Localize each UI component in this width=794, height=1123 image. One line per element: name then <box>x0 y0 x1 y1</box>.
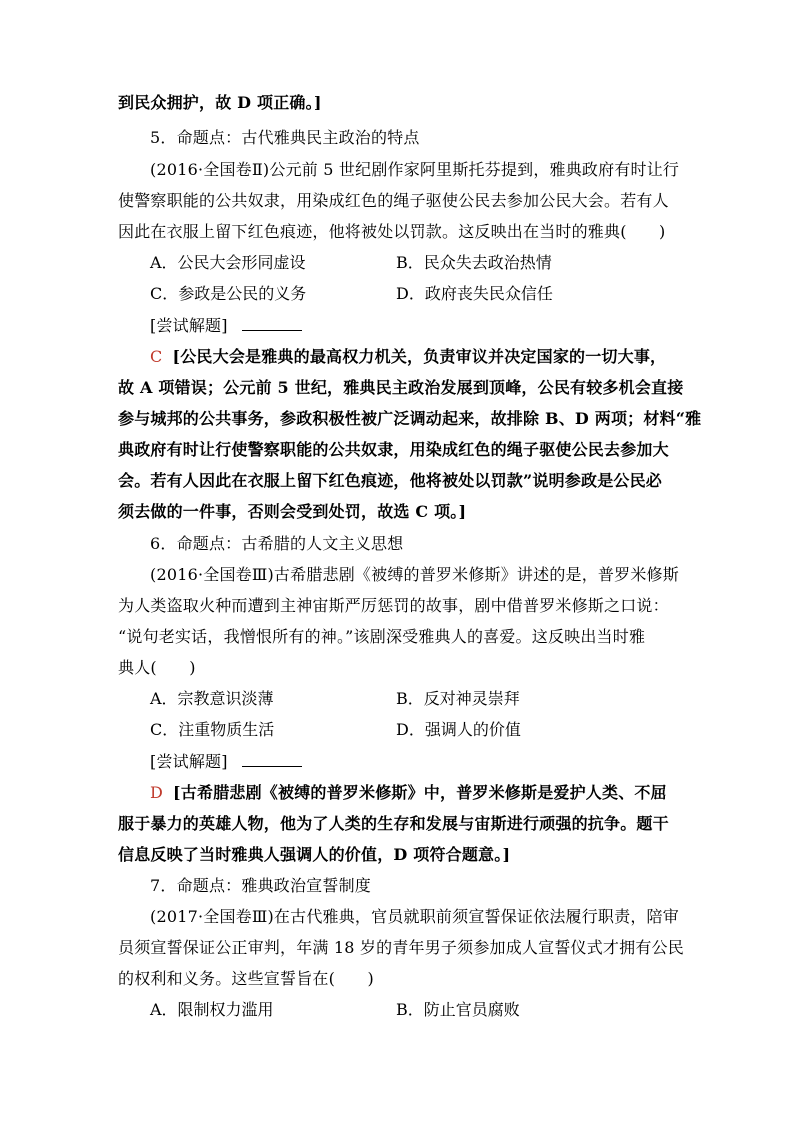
q6-option-c: C．注重物质生活 <box>150 720 275 739</box>
q6-stem-line: “说句老实话，我憎恨所有的神。”该剧深受雅典人的喜爱。这反映出当时雅 <box>118 627 646 646</box>
q5-stem-line: 因此在衣服上留下红色痕迹，他将被处以罚款。这反映出在当时的雅典( ) <box>118 222 666 241</box>
q5-option-a: A．公民大会形同虚设 <box>150 253 306 272</box>
q5-stem-line: 使警察职能的公共奴隶，用染成红色的绳子驱使公民去参加公民大会。若有人 <box>118 191 669 210</box>
q7-title: 7．命题点：雅典政治宣誓制度 <box>150 876 371 895</box>
q6-stem-line: (2016·全国卷Ⅲ)古希腊悲剧《被缚的普罗米修斯》讲述的是，普罗米修斯 <box>150 565 679 584</box>
q6-explanation-line: 服于暴力的英雄人物，他为了人类的生存和发展与宙斯进行顽强的抗争。题干 <box>118 814 669 833</box>
q5-stem-line: (2016·全国卷Ⅱ)公元前 5 世纪剧作家阿里斯托芬提到，雅典政府有时让行 <box>150 160 680 179</box>
q6-explanation-line <box>150 783 710 803</box>
q5-answer-letter: C <box>150 347 163 366</box>
q6-answer-letter: D <box>150 783 164 802</box>
q7-option-b: B．防止官员腐败 <box>396 1000 520 1019</box>
q7-stem-line: (2017·全国卷Ⅲ)在古代雅典，官员就职前须宣誓保证依法履行职责，陪审 <box>150 907 679 926</box>
q5-option-c: C．参政是公民的义务 <box>150 284 307 303</box>
q5-explanation-line: 典政府有时让行使警察职能的公共奴隶，用染成红色的绳子驱使公民去参加大 <box>118 440 669 459</box>
q6-stem-line: 典人( ) <box>118 658 196 677</box>
q5-explanation-line: 故 A 项错误；公元前 5 世纪，雅典民主政治发展到顶峰，公民有较多机会直接 <box>118 378 684 397</box>
q5-explanation-line: 会。若有人因此在衣服上留下红色痕迹，他将被处以罚款”说明参政是公民必 <box>118 471 663 490</box>
q5-explanation-line: 须去做的一件事，否则会受到处罚，故选 C 项。] <box>118 502 467 521</box>
q6-explanation-text: [古希腊悲剧《被缚的普罗米修斯》中，普罗米修斯是爱护人类、不屈 <box>173 783 667 802</box>
q6-option-d: D．强调人的价值 <box>396 720 521 739</box>
q6-explanation-line: 信息反映了当时雅典人强调人的价值，D 项符合题意。] <box>118 845 511 864</box>
q5-try-solve <box>150 316 710 336</box>
q6-stem-line: 为人类盗取火种而遭到主神宙斯严厉惩罚的故事，剧中借普罗米修斯之口说： <box>118 596 669 615</box>
q5-explanation-line: 参与城邦的公共事务，参政积极性被广泛调动起来，故排除 B、D 两项；材料“雅 <box>118 409 702 428</box>
q7-stem-line: 员须宣誓保证公正审判，年满 18 岁的青年男子须参加成人宣誓仪式才拥有公民 <box>118 938 684 957</box>
q5-option-d: D．政府丧失民众信任 <box>396 284 553 303</box>
q7-stem-line: 的权利和义务。这些宣誓旨在( ) <box>118 969 374 988</box>
q7-option-a: A．限制权力滥用 <box>150 1000 274 1019</box>
answer-blank <box>242 318 302 331</box>
try-solve-label: [尝试解题] <box>150 316 228 335</box>
answer-blank <box>242 754 302 767</box>
q6-option-a: A．宗教意识淡薄 <box>150 689 274 708</box>
q5-option-b: B．民众失去政治热情 <box>396 253 552 272</box>
q6-option-b: B．反对神灵崇拜 <box>396 689 520 708</box>
q5-title: 5．命题点：古代雅典民主政治的特点 <box>150 128 420 147</box>
q5-explanation-line <box>150 347 710 367</box>
q6-title: 6．命题点：古希腊的人文主义思想 <box>150 534 404 553</box>
q6-try-solve <box>150 752 710 772</box>
try-solve-label: [尝试解题] <box>150 752 228 771</box>
q5-explanation-text: [公民大会是雅典的最高权力机关，负责审议并决定国家的一切大事， <box>172 347 667 366</box>
q4-explanation-tail: 到民众拥护，故 D 项正确。] <box>118 93 322 112</box>
